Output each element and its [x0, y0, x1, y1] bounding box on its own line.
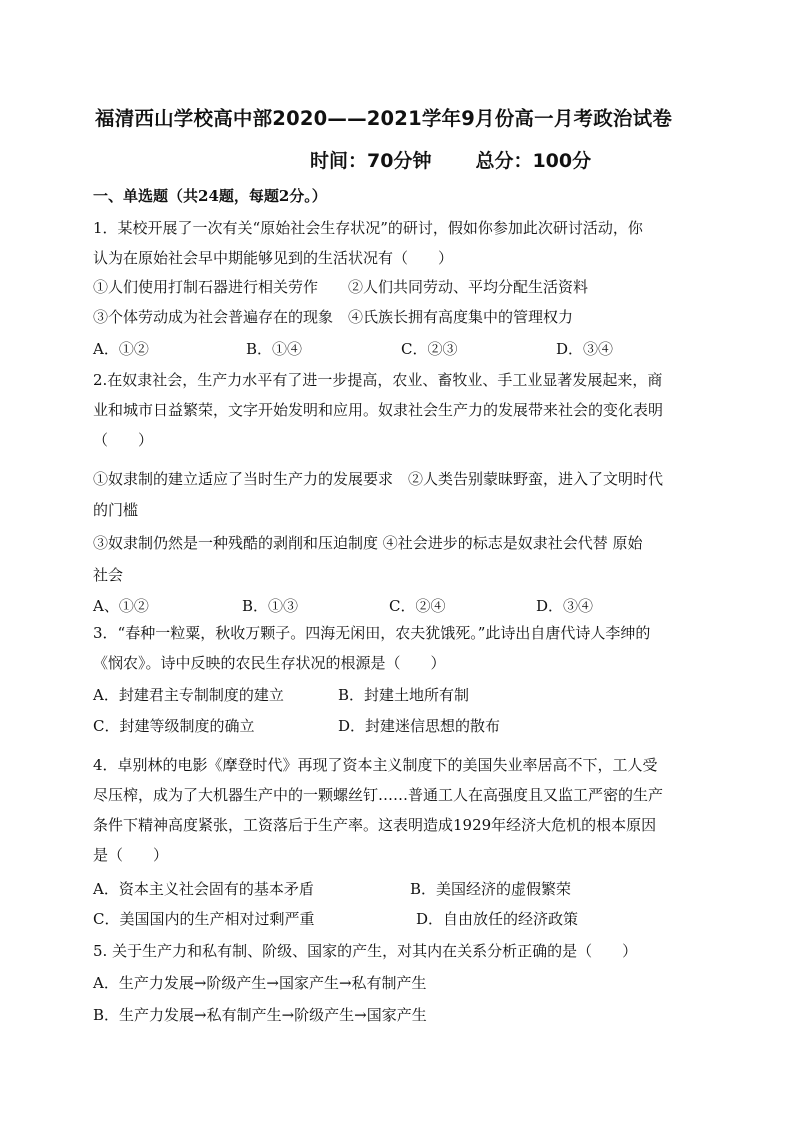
q4-option-d: D．自由放任的经济政策: [416, 910, 579, 928]
q1-stem-line2: 认为在原始社会早中期能够见到的生活状况有（ ）: [93, 249, 454, 267]
q3-option-d: D．封建迷信思想的散布: [338, 717, 501, 735]
q3-stem-line2: 《悯农》。诗中反映的农民生存状况的根源是（ ）: [93, 654, 446, 672]
q3-option-c: C．封建等级制度的确立: [93, 717, 255, 735]
q3-option-b: B．封建土地所有制: [338, 686, 470, 704]
exam-title: 福清西山学校高中部2020——2021学年9月份高一月考政治试卷: [95, 107, 673, 130]
q1-stem-line1: 1．某校开展了一次有关“原始社会生存状况”的研讨，假如你参加此次研讨活动，你: [93, 219, 643, 237]
q2-statement-1a: ①奴隶制的建立适应了当时生产力的发展要求 ②人类告别蒙昧野蛮，进入了文明时代: [93, 470, 664, 488]
q4-stem-line2: 尽压榨，成为了大机器生产中的一颗螺丝钉……普通工人在高强度且又监工严密的生产: [93, 786, 664, 804]
q2-option-b: B．①③: [242, 597, 299, 615]
q5-stem-line1: 5. 关于生产力和私有制、阶级、国家的产生，对其内在关系分析正确的是（ ）: [93, 942, 638, 960]
q1-statement-1: ①人们使用打制石器进行相关劳作 ②人们共同劳动、平均分配生活资料: [93, 278, 589, 296]
exam-total-score: 总分：100分: [475, 150, 592, 172]
q3-option-a: A．封建君主专制制度的建立: [93, 686, 284, 704]
q1-option-d: D．③④: [556, 340, 614, 358]
q5-option-b: B．生产力发展→私有制产生→阶级产生→国家产生: [93, 1006, 427, 1024]
q4-option-b: B．美国经济的虚假繁荣: [410, 880, 572, 898]
q3-stem-line1: 3．“春种一粒粟，秋收万颗子。四海无闲田，农夫犹饿死。”此诗出自唐代诗人李绅的: [93, 624, 651, 642]
q1-option-c: C．②③: [401, 340, 458, 358]
q5-option-a: A．生产力发展→阶级产生→国家产生→私有制产生: [93, 974, 427, 992]
q2-stem-line2: 业和城市日益繁荣，文字开始发明和应用。奴隶社会生产力的发展带来社会的变化表明: [93, 401, 664, 419]
q1-option-a: A．①②: [93, 340, 149, 358]
q2-statement-1b: 的门槛: [93, 501, 139, 519]
q4-option-c: C．美国国内的生产相对过剩严重: [93, 910, 315, 928]
q2-option-d: D．③④: [536, 597, 594, 615]
q2-option-c: C．②④: [389, 597, 446, 615]
q2-statement-2b: 社会: [93, 566, 124, 584]
exam-subtitle: [310, 146, 591, 173]
q1-option-b: B．①④: [246, 340, 303, 358]
q2-option-a: A、①②: [93, 597, 149, 615]
q2-statement-2a: ③奴隶制仍然是一种残酷的剥削和压迫制度 ④社会进步的标志是奴隶社会代替 原始: [93, 534, 643, 552]
q4-stem-line4: 是（ ）: [93, 846, 169, 864]
q4-stem-line1: 4．卓别林的电影《摩登时代》再现了资本主义制度下的美国失业率居高不下，工人受: [93, 756, 658, 774]
q4-option-a: A．资本主义社会固有的基本矛盾: [93, 880, 314, 898]
section-heading: 一、单选题（共24题，每题2分。）: [93, 187, 327, 205]
q1-statement-2: ③个体劳动成为社会普遍存在的现象 ④氏族长拥有高度集中的管理权力: [93, 308, 574, 326]
q2-stem-line1: 2.在奴隶社会，生产力水平有了进一步提高，农业、畜牧业、手工业显著发展起来，商: [93, 371, 663, 389]
q2-stem-line3: （ ）: [93, 431, 154, 449]
exam-time: 时间：70分钟: [310, 150, 432, 172]
q4-stem-line3: 条件下精神高度紧张，工资落后于生产率。这表明造成1929年经济大危机的根本原因: [93, 816, 657, 834]
